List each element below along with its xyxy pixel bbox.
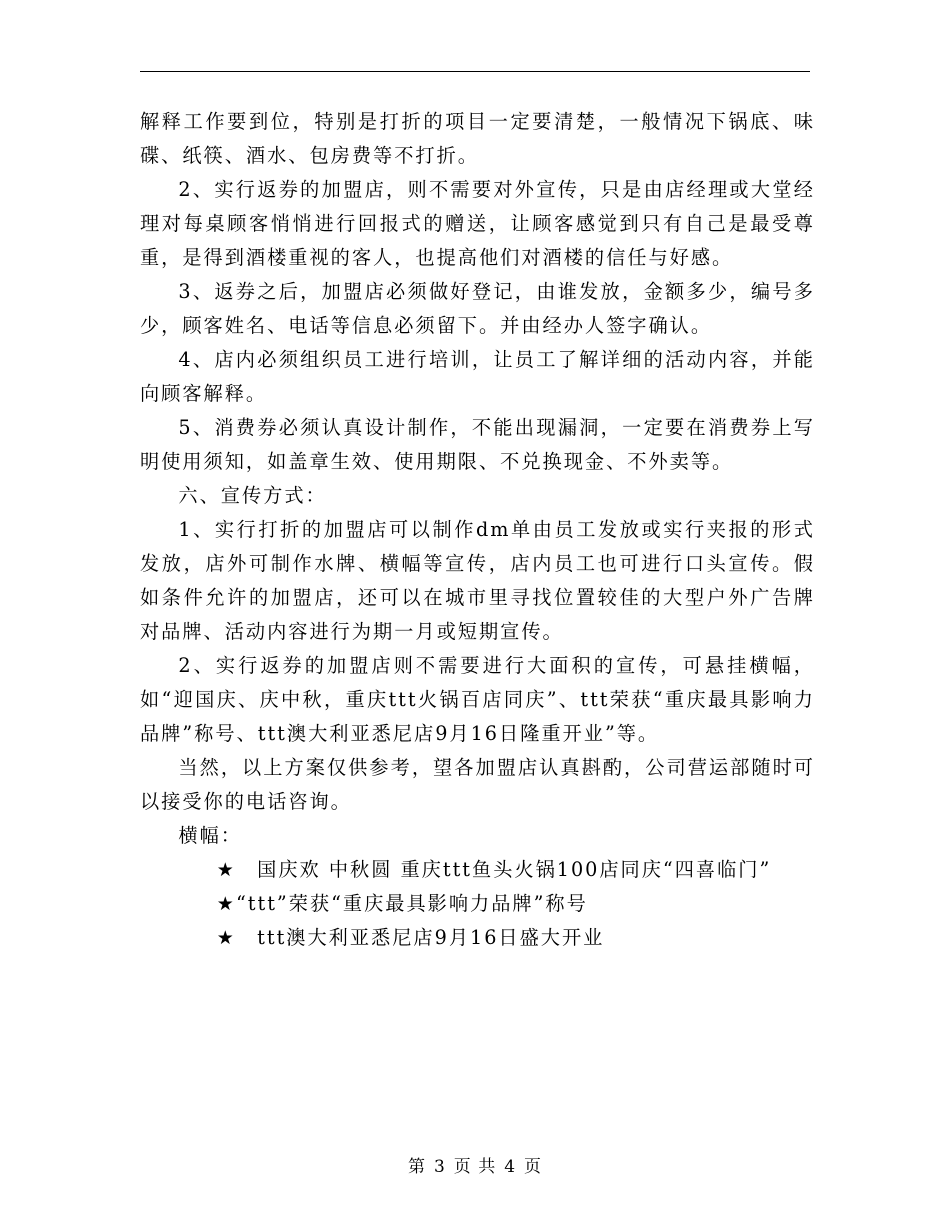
paragraph-promo-2-coupon: 2、实行返券的加盟店则不需要进行大面积的宣传，可悬挂横幅，如“迎国庆、庆中秋，重庆ttt火锅百店同庆”、ttt荣获“重庆最具影响力品牌”称号、ttt澳大利亚悉尼店9月16日隆重开业”等。 bbox=[140, 654, 815, 745]
footer-suffix: 页 bbox=[524, 1157, 543, 1177]
star-icon: ★ bbox=[216, 892, 236, 915]
paragraph-promo-1-discount: 1、实行打折的加盟店可以制作dm单由员工发放或实行夹报的形式发放，店外可制作水牌、横幅等宣传，店内员工也可进行口头宣传。假如条件允许的加盟店，还可以在城市里寻找位置较佳的大型户外广告牌对品牌、活动内容进行为期一月或短期宣传。 bbox=[140, 518, 815, 643]
current-page-number: 3 bbox=[433, 1157, 446, 1177]
paragraph-item-4-training: 4、店内必须组织员工进行培训，让员工了解详细的活动内容，并能向顾客解释。 bbox=[140, 348, 815, 405]
paragraph-continuation: 解释工作要到位，特别是打折的项目一定要清楚，一般情况下锅底、味碟、纸筷、酒水、包房费等不打折。 bbox=[140, 110, 815, 167]
page-footer bbox=[0, 1152, 950, 1177]
document-body bbox=[140, 105, 815, 955]
banner-heading: 横幅： bbox=[178, 824, 242, 847]
banner-text: “ttt”荣获“重庆最具影响力品牌”称号 bbox=[235, 892, 588, 915]
banner-item bbox=[140, 853, 815, 887]
paragraph-item-2-coupon: 2、实行返券的加盟店，则不需要对外宣传，只是由店经理或大堂经理对每桌顾客悄悄进行回报式的赠送，让顾客感觉到只有自己是最受尊重，是得到酒楼重视的客人，也提高他们对酒楼的信任与好感。 bbox=[140, 178, 815, 269]
total-pages-number: 4 bbox=[504, 1157, 517, 1177]
footer-middle: 页 共 bbox=[453, 1157, 497, 1177]
footer-prefix: 第 bbox=[407, 1157, 426, 1177]
banner-text: 国庆欢 中秋圆 重庆ttt鱼头火锅100店同庆“四喜临门” bbox=[235, 858, 772, 881]
banner-item bbox=[140, 887, 815, 921]
paragraph-item-5-voucher-design: 5、消费券必须认真设计制作，不能出现漏洞，一定要在消费券上写明使用须知，如盖章生效、使用期限、不兑换现金、不外卖等。 bbox=[140, 416, 815, 473]
paragraph-closing-note: 当然，以上方案仅供参考，望各加盟店认真斟酌，公司营运部随时可以接受你的电话咨询。 bbox=[140, 756, 815, 813]
header-rule bbox=[140, 71, 810, 72]
section-heading-promotion: 六、宣传方式： bbox=[178, 484, 327, 507]
star-icon: ★ bbox=[216, 926, 236, 949]
paragraph-item-3-registration: 3、返券之后，加盟店必须做好登记，由谁发放，金额多少，编号多少，顾客姓名、电话等信息必须留下。并由经办人签字确认。 bbox=[140, 280, 815, 337]
star-icon: ★ bbox=[216, 858, 236, 881]
banner-text: ttt澳大利亚悉尼店9月16日盛大开业 bbox=[235, 926, 605, 949]
banner-item bbox=[140, 921, 815, 955]
